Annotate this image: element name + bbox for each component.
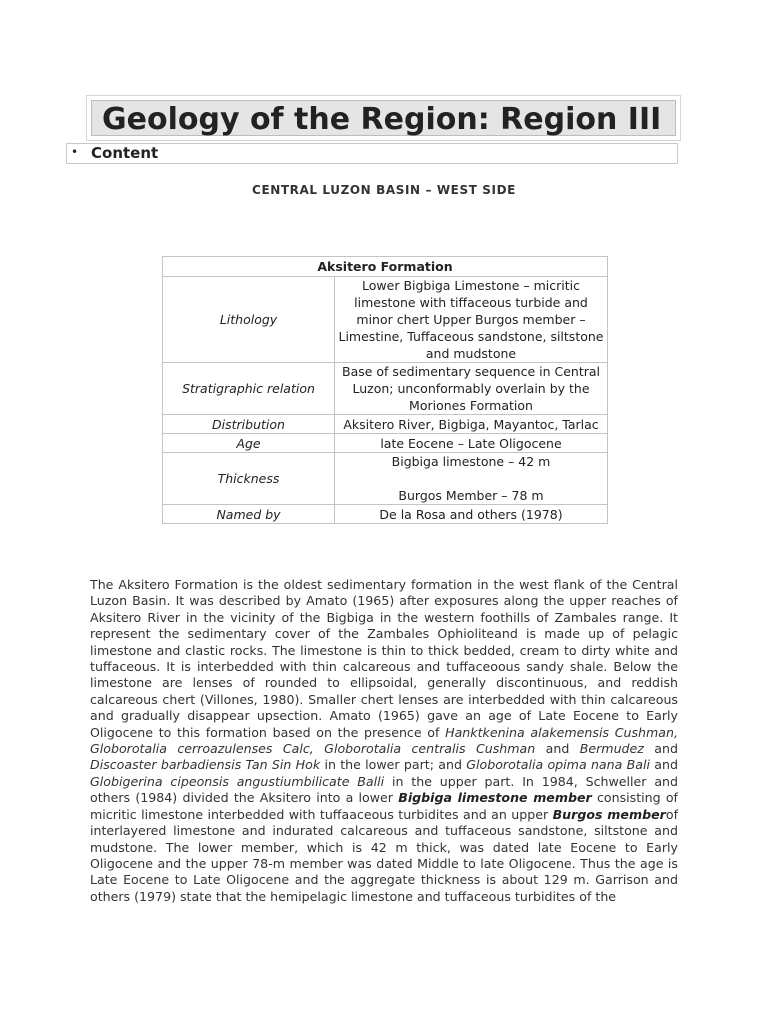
content-link[interactable]: Content (91, 144, 159, 162)
paragraph-text: and (643, 741, 678, 757)
table-row (163, 277, 608, 363)
paragraph-text: and (535, 741, 580, 757)
row-label-thickness: Thickness (163, 453, 335, 505)
section-subtitle: CENTRAL LUZON BASIN – WEST SIDE (252, 183, 516, 197)
body-paragraph (90, 577, 678, 905)
row-value-lithology: Lower Bigbiga Limestone – micritic limestone with tiffaceous turbide and minor chert Upper Burgos member – Limestine, Tuffaceous sandstone, siltstone and mudstone (335, 277, 608, 363)
member-name: Bigbiga limestone member (398, 790, 592, 806)
table-row (163, 415, 608, 434)
row-value-age: late Eocene – Late Oligocene (335, 434, 608, 453)
fossil-name: Globigerina cipeonsis angustiumbilicate Balli (90, 773, 385, 789)
row-label-age: Age (163, 434, 335, 453)
table-row (163, 505, 608, 524)
table-heading: Aksitero Formation (163, 257, 608, 277)
row-value-distribution: Aksitero River, Bigbiga, Mayantoc, Tarlac (335, 415, 608, 434)
row-value-thickness (335, 453, 608, 505)
thickness-spacer (337, 470, 605, 487)
table-row (163, 453, 608, 505)
row-label-named-by: Named by (163, 505, 335, 524)
paragraph-text: in the upper part. In 1984, Schweller and others (1984) divided the Aksitero into a lower (90, 773, 679, 806)
fossil-name: Discoaster barbadiensis Tan Sin Hok (90, 757, 321, 773)
title-bar (91, 100, 676, 136)
thickness-burgos: Burgos Member – 78 m (398, 488, 544, 503)
table-row (163, 434, 608, 453)
fossil-name: Hanktkenina alakemensis Cushman, Globorotalia cerroazulenses Calc, Globorotalia centralis Cushman (90, 724, 678, 757)
thickness-bigbiga: Bigbiga limestone – 42 m (391, 454, 551, 469)
paragraph-text: The Aksitero Formation is the oldest sedimentary formation in the west flank of the Central Luzon Basin. It was described by Amato (1965) after exposures along the upper reaches of Aksitero River in the vicinity of the Bigbiga in the western foothills of Zambales range. It represent the sedimentary cover of the Zambales Ophioliteand is made up of pelagic limestone and clastic rocks. The limestone is thin to thick bedded, cream to dirty white and tuffaceous. It is interbedded with thin calcareous and tuffaceoous sandy shale. Below the limestone are lenses of rounded to ellipsoidal, generally discontinuous, and reddish calcareous chert (Villones, 1980). Smaller chert lenses are interbedded with thin calcareous and gradually disappear upsection. Amato (1965) gave an age of Late Eocene to Early Oligocene to this formation based on the presence of (90, 577, 678, 740)
title-box (86, 95, 681, 141)
row-label-lithology: Lithology (163, 277, 335, 363)
paragraph-text: consisting of micritic limestone interbedded with tuffaaceous turbidites and an upper (90, 790, 678, 822)
paragraph-text: and (650, 757, 678, 773)
fossil-name: Globorotalia opima nana Bali (466, 757, 650, 773)
formation-table (162, 256, 608, 524)
bullet-icon: • (71, 145, 79, 159)
table-header-row (163, 257, 608, 277)
paragraph-text: in the lower part; and (320, 757, 467, 773)
row-label-stratigraphic: Stratigraphic relation (163, 363, 335, 415)
content-nav[interactable] (66, 143, 678, 164)
paragraph-text: of interlayered limestone and indurated calcareous and tuffaceous sandstone, siltstone and mudstone. The lower member, which is 42 m thick, was dated late Eocene to Early Oligocene and the upper 78-m member was dated Middle to late Oligocene. Thus the age is Late Eocene to Late Oligocene and the aggregate thickness is about 129 m. Garrison and others (1979) state that the hemipelagic limestone and tuffaceous turbidites of the (90, 806, 678, 904)
member-name: Burgos member (552, 806, 666, 822)
page-title: Geology of the Region: Region III (102, 102, 662, 137)
row-value-named-by: De la Rosa and others (1978) (335, 505, 608, 524)
fossil-name: Bermudez (579, 741, 644, 757)
table-row (163, 363, 608, 415)
row-label-distribution: Distribution (163, 415, 335, 434)
row-value-stratigraphic: Base of sedimentary sequence in Central Luzon; unconformably overlain by the Moriones Formation (335, 363, 608, 415)
